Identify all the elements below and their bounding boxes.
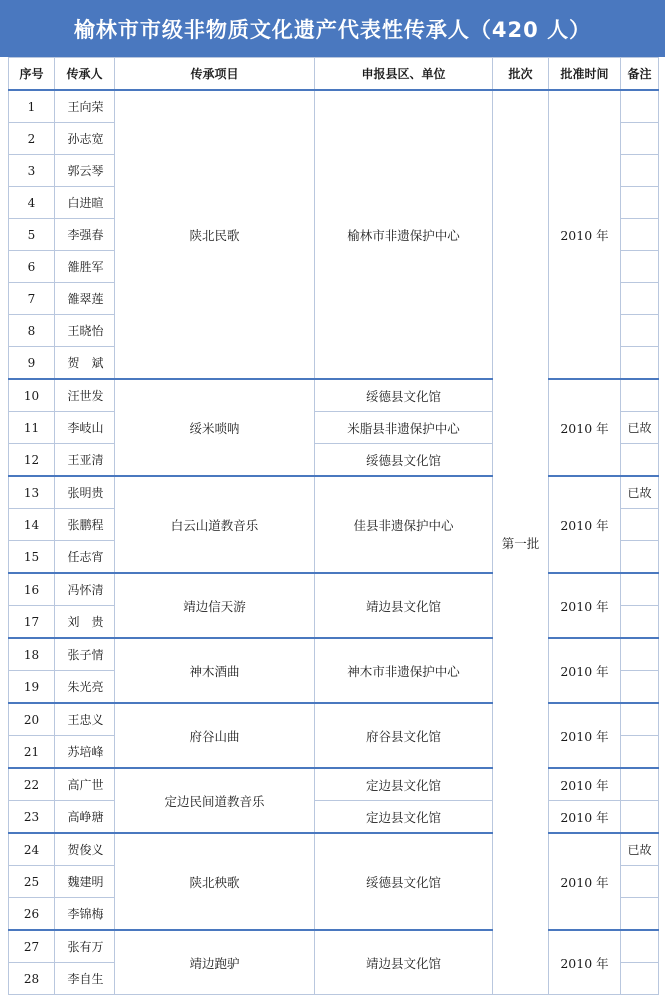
remark-cell bbox=[621, 801, 659, 834]
serial-number-cell: 19 bbox=[9, 671, 55, 704]
remark-cell: 已故 bbox=[621, 833, 659, 866]
table-row bbox=[9, 833, 659, 866]
remark-cell bbox=[621, 606, 659, 639]
approval-time-cell: 2010 年 bbox=[549, 573, 621, 638]
serial-number-cell: 23 bbox=[9, 801, 55, 834]
inheritor-name-cell: 任志宵 bbox=[55, 541, 115, 574]
unit-cell: 定边县文化馆 bbox=[315, 801, 493, 834]
serial-number-cell: 7 bbox=[9, 283, 55, 315]
serial-number-cell: 2 bbox=[9, 123, 55, 155]
remark-cell bbox=[621, 347, 659, 380]
inheritor-name-cell: 李岐山 bbox=[55, 412, 115, 444]
unit-cell: 绥德县文化馆 bbox=[315, 444, 493, 477]
approval-time-cell: 2010 年 bbox=[549, 768, 621, 801]
inheritor-name-cell: 雒胜军 bbox=[55, 251, 115, 283]
inheritor-name-cell: 张子情 bbox=[55, 638, 115, 671]
project-cell: 定边民间道教音乐 bbox=[115, 768, 315, 833]
approval-time-cell: 2010 年 bbox=[549, 703, 621, 768]
project-cell: 府谷山曲 bbox=[115, 703, 315, 768]
serial-number-cell: 18 bbox=[9, 638, 55, 671]
approval-time-cell: 2010 年 bbox=[549, 379, 621, 476]
serial-number-cell: 20 bbox=[9, 703, 55, 736]
remark-cell: 已故 bbox=[621, 476, 659, 509]
project-cell: 陕北秧歌 bbox=[115, 833, 315, 930]
header-cell: 备注 bbox=[621, 58, 659, 91]
approval-time-cell: 2010 年 bbox=[549, 801, 621, 834]
remark-cell bbox=[621, 155, 659, 187]
remark-cell bbox=[621, 509, 659, 541]
remark-cell bbox=[621, 898, 659, 931]
serial-number-cell: 5 bbox=[9, 219, 55, 251]
serial-number-cell: 14 bbox=[9, 509, 55, 541]
unit-cell: 神木市非遗保护中心 bbox=[315, 638, 493, 703]
remark-cell bbox=[621, 283, 659, 315]
header-cell: 序号 bbox=[9, 58, 55, 91]
inheritor-name-cell: 朱光亮 bbox=[55, 671, 115, 704]
header-cell: 批次 bbox=[493, 58, 549, 91]
remark-cell bbox=[621, 541, 659, 574]
project-cell: 神木酒曲 bbox=[115, 638, 315, 703]
unit-cell: 绥德县文化馆 bbox=[315, 379, 493, 412]
remark-cell bbox=[621, 963, 659, 995]
serial-number-cell: 6 bbox=[9, 251, 55, 283]
page-title: 榆林市市级非物质文化遗产代表性传承人（420 人） bbox=[0, 0, 665, 57]
serial-number-cell: 3 bbox=[9, 155, 55, 187]
inheritor-name-cell: 雒翠莲 bbox=[55, 283, 115, 315]
approval-time-cell: 2010 年 bbox=[549, 833, 621, 930]
remark-cell bbox=[621, 251, 659, 283]
serial-number-cell: 13 bbox=[9, 476, 55, 509]
unit-cell: 府谷县文化馆 bbox=[315, 703, 493, 768]
serial-number-cell: 9 bbox=[9, 347, 55, 380]
inheritor-table bbox=[8, 57, 659, 995]
inheritor-name-cell: 贺 斌 bbox=[55, 347, 115, 380]
inheritor-name-cell: 汪世发 bbox=[55, 379, 115, 412]
unit-cell: 靖边县文化馆 bbox=[315, 930, 493, 995]
remark-cell bbox=[621, 573, 659, 606]
unit-cell: 榆林市非遗保护中心 bbox=[315, 90, 493, 379]
table-row bbox=[9, 379, 659, 412]
inheritor-name-cell: 李强春 bbox=[55, 219, 115, 251]
serial-number-cell: 1 bbox=[9, 90, 55, 123]
remark-cell bbox=[621, 315, 659, 347]
table-row bbox=[9, 930, 659, 963]
inheritor-name-cell: 张明贵 bbox=[55, 476, 115, 509]
inheritor-name-cell: 王忠义 bbox=[55, 703, 115, 736]
inheritor-name-cell: 李锦梅 bbox=[55, 898, 115, 931]
inheritor-name-cell: 张鹏程 bbox=[55, 509, 115, 541]
serial-number-cell: 4 bbox=[9, 187, 55, 219]
remark-cell bbox=[621, 736, 659, 769]
inheritor-name-cell: 白进暄 bbox=[55, 187, 115, 219]
inheritor-name-cell: 郭云琴 bbox=[55, 155, 115, 187]
inheritor-name-cell: 王亚清 bbox=[55, 444, 115, 477]
unit-cell: 靖边县文化馆 bbox=[315, 573, 493, 638]
serial-number-cell: 27 bbox=[9, 930, 55, 963]
table-row bbox=[9, 90, 659, 123]
inheritor-name-cell: 王晓怡 bbox=[55, 315, 115, 347]
approval-time-cell: 2010 年 bbox=[549, 90, 621, 379]
inheritor-name-cell: 贺俊义 bbox=[55, 833, 115, 866]
serial-number-cell: 11 bbox=[9, 412, 55, 444]
serial-number-cell: 8 bbox=[9, 315, 55, 347]
remark-cell bbox=[621, 219, 659, 251]
approval-time-cell: 2010 年 bbox=[549, 476, 621, 573]
unit-cell: 米脂县非遗保护中心 bbox=[315, 412, 493, 444]
unit-cell: 佳县非遗保护中心 bbox=[315, 476, 493, 573]
unit-cell: 定边县文化馆 bbox=[315, 768, 493, 801]
table-row bbox=[9, 476, 659, 509]
serial-number-cell: 15 bbox=[9, 541, 55, 574]
serial-number-cell: 28 bbox=[9, 963, 55, 995]
remark-cell bbox=[621, 930, 659, 963]
header-cell: 传承人 bbox=[55, 58, 115, 91]
table-row bbox=[9, 801, 659, 834]
inheritor-name-cell: 李自生 bbox=[55, 963, 115, 995]
table-row bbox=[9, 638, 659, 671]
unit-cell: 绥德县文化馆 bbox=[315, 833, 493, 930]
table-row bbox=[9, 573, 659, 606]
project-cell: 陕北民歌 bbox=[115, 90, 315, 379]
remark-cell: 已故 bbox=[621, 412, 659, 444]
serial-number-cell: 12 bbox=[9, 444, 55, 477]
project-cell: 靖边跑驴 bbox=[115, 930, 315, 995]
approval-time-cell: 2010 年 bbox=[549, 638, 621, 703]
remark-cell bbox=[621, 90, 659, 123]
inheritor-name-cell: 高峥瑭 bbox=[55, 801, 115, 834]
approval-time-cell: 2010 年 bbox=[549, 930, 621, 995]
header-cell: 批准时间 bbox=[549, 58, 621, 91]
remark-cell bbox=[621, 123, 659, 155]
header-cell: 申报县区、单位 bbox=[315, 58, 493, 91]
remark-cell bbox=[621, 671, 659, 704]
inheritor-name-cell: 高广世 bbox=[55, 768, 115, 801]
inheritor-name-cell: 张有万 bbox=[55, 930, 115, 963]
serial-number-cell: 17 bbox=[9, 606, 55, 639]
header-row bbox=[9, 58, 659, 91]
header-cell: 传承项目 bbox=[115, 58, 315, 91]
inheritor-name-cell: 孙志宽 bbox=[55, 123, 115, 155]
batch-cell: 第一批 bbox=[493, 90, 549, 995]
inheritor-name-cell: 魏建明 bbox=[55, 866, 115, 898]
table-row bbox=[9, 768, 659, 801]
remark-cell bbox=[621, 379, 659, 412]
table-row bbox=[9, 703, 659, 736]
remark-cell bbox=[621, 444, 659, 477]
serial-number-cell: 26 bbox=[9, 898, 55, 931]
serial-number-cell: 24 bbox=[9, 833, 55, 866]
project-cell: 绥米唢呐 bbox=[115, 379, 315, 476]
inheritor-name-cell: 王向荣 bbox=[55, 90, 115, 123]
serial-number-cell: 22 bbox=[9, 768, 55, 801]
serial-number-cell: 25 bbox=[9, 866, 55, 898]
remark-cell bbox=[621, 768, 659, 801]
remark-cell bbox=[621, 187, 659, 219]
remark-cell bbox=[621, 703, 659, 736]
serial-number-cell: 10 bbox=[9, 379, 55, 412]
inheritor-name-cell: 冯怀清 bbox=[55, 573, 115, 606]
serial-number-cell: 16 bbox=[9, 573, 55, 606]
inheritor-name-cell: 刘 贵 bbox=[55, 606, 115, 639]
serial-number-cell: 21 bbox=[9, 736, 55, 769]
project-cell: 靖边信天游 bbox=[115, 573, 315, 638]
project-cell: 白云山道教音乐 bbox=[115, 476, 315, 573]
remark-cell bbox=[621, 638, 659, 671]
remark-cell bbox=[621, 866, 659, 898]
inheritor-name-cell: 苏培峰 bbox=[55, 736, 115, 769]
